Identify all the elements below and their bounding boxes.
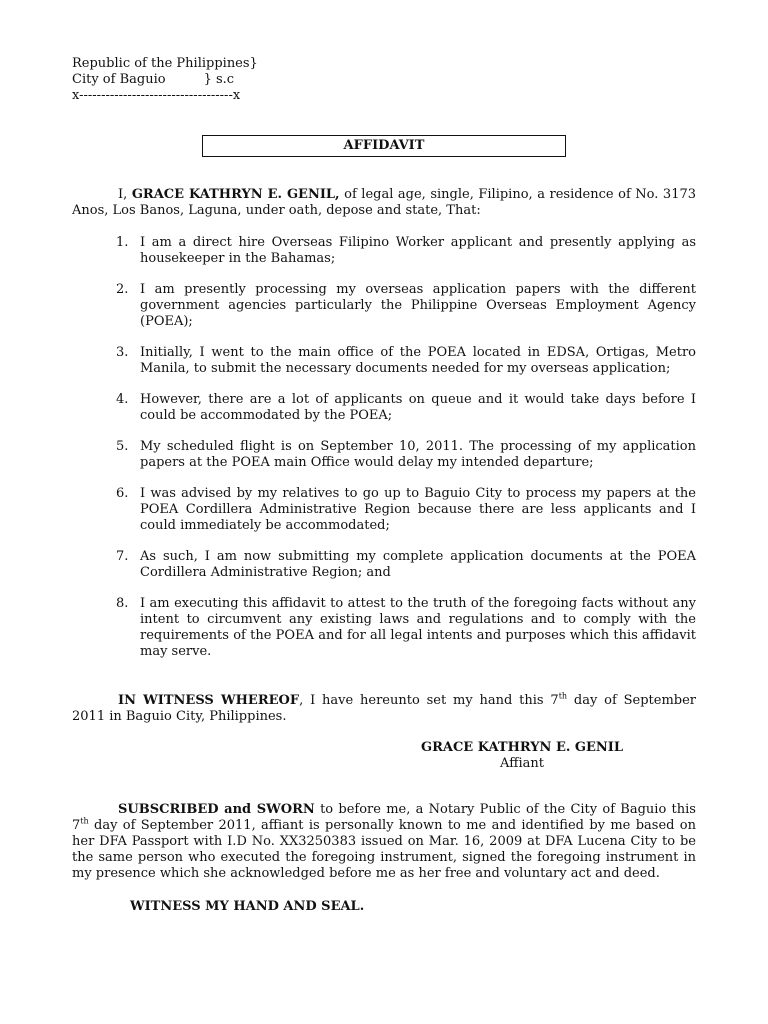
list-item: [72, 549, 696, 581]
venue-city-line: [72, 72, 258, 88]
item-number: 6.: [116, 486, 129, 501]
list-item: [72, 345, 696, 377]
signature-block: [400, 740, 644, 772]
signature-name: GRACE KATHRYN E. GENIL: [420, 740, 624, 755]
item-text: As such, I am now submitting my complete application documents at the POEA Cordillera Administrative Region; and: [140, 549, 696, 580]
witness-paragraph: [72, 693, 696, 725]
witness-text-2: day of September 2011 in Baguio City, Philippines.: [72, 693, 697, 724]
statement-list: [72, 235, 696, 675]
list-item: [72, 282, 696, 330]
list-item: [72, 235, 696, 267]
venue-sc: } s.c: [203, 72, 235, 87]
venue-block: [72, 56, 258, 104]
jurat-paragraph: [72, 802, 696, 882]
witness-lead: IN WITNESS WHEREOF: [118, 693, 300, 708]
item-number: 7.: [116, 549, 129, 564]
item-number: 3.: [116, 345, 129, 360]
list-item: [72, 392, 696, 424]
intro-paragraph: [72, 187, 696, 219]
item-number: 5.: [116, 439, 129, 454]
jurat-text-2: day of September 2011, affiant is personally known to me and identified by me based on her DFA Passport with I.D No. XX3250383 issued on Mar. 16, 2009 at DFA Lucena City to be the same person who executed the foregoing instrument, signed the foregoing instrument in my presence which she acknowledged before me as her free and voluntary act and deed.: [72, 818, 696, 881]
item-text: I am a direct hire Overseas Filipino Worker applicant and presently applying as housekeeper in the Bahamas;: [140, 235, 696, 266]
item-number: 8.: [116, 596, 129, 611]
venue-republic: Republic of the Philippines}: [72, 56, 258, 71]
intro-rest: of legal age, single, Filipino, a residence of No. 3173 Anos, Los Banos, Laguna, under oath, depose and state, That:: [72, 187, 697, 218]
seal-line: WITNESS MY HAND AND SEAL.: [130, 899, 365, 914]
list-item: [72, 596, 696, 660]
jurat-lead: SUBSCRIBED and SWORN: [118, 802, 315, 817]
item-number: 4.: [116, 392, 129, 407]
witness-superscript: th: [558, 691, 568, 701]
list-item: [72, 486, 696, 534]
item-text: Initially, I went to the main office of the POEA located in EDSA, Ortigas, Metro Manila, to submit the necessary documents needed for my overseas application;: [140, 345, 696, 376]
item-text: My scheduled flight is on September 10, 2011. The processing of my application papers at the POEA main Office would delay my intended departure;: [140, 439, 696, 470]
jurat-text-1: to before me, a Notary Public of the City of Baguio this 7: [72, 802, 696, 833]
venue-city: City of Baguio: [72, 72, 166, 87]
list-item: [72, 439, 696, 471]
witness-text-1: , I have hereunto set my hand this 7: [299, 693, 559, 708]
signature-role: Affiant: [500, 756, 544, 771]
jurat-superscript: th: [80, 816, 89, 826]
item-text: I am presently processing my overseas application papers with the different government agencies particularly the Philippine Overseas Employment Agency (POEA);: [140, 282, 696, 329]
item-number: 2.: [116, 282, 129, 297]
item-number: 1.: [116, 235, 129, 250]
affiant-name: GRACE KATHRYN E. GENIL,: [131, 187, 340, 202]
item-text: I was advised by my relatives to go up to Baguio City to process my papers at the POEA Cordillera Administrative Region because there are less applicants and I could immediately be accommodated;: [140, 486, 696, 533]
document-title: AFFIDAVIT: [202, 135, 566, 157]
item-text: However, there are a lot of applicants on queue and it would take days before I could be accommodated by the POEA;: [140, 392, 696, 423]
item-text: I am executing this affidavit to attest to the truth of the foregoing facts without any intent to circumvent any existing laws and regulations and to comply with the requirements of the POEA and for all legal intents and purposes which this affidavit may serve.: [140, 596, 696, 659]
intro-prefix: I,: [118, 187, 132, 202]
venue-separator: x-----------------------------------x: [72, 88, 241, 103]
